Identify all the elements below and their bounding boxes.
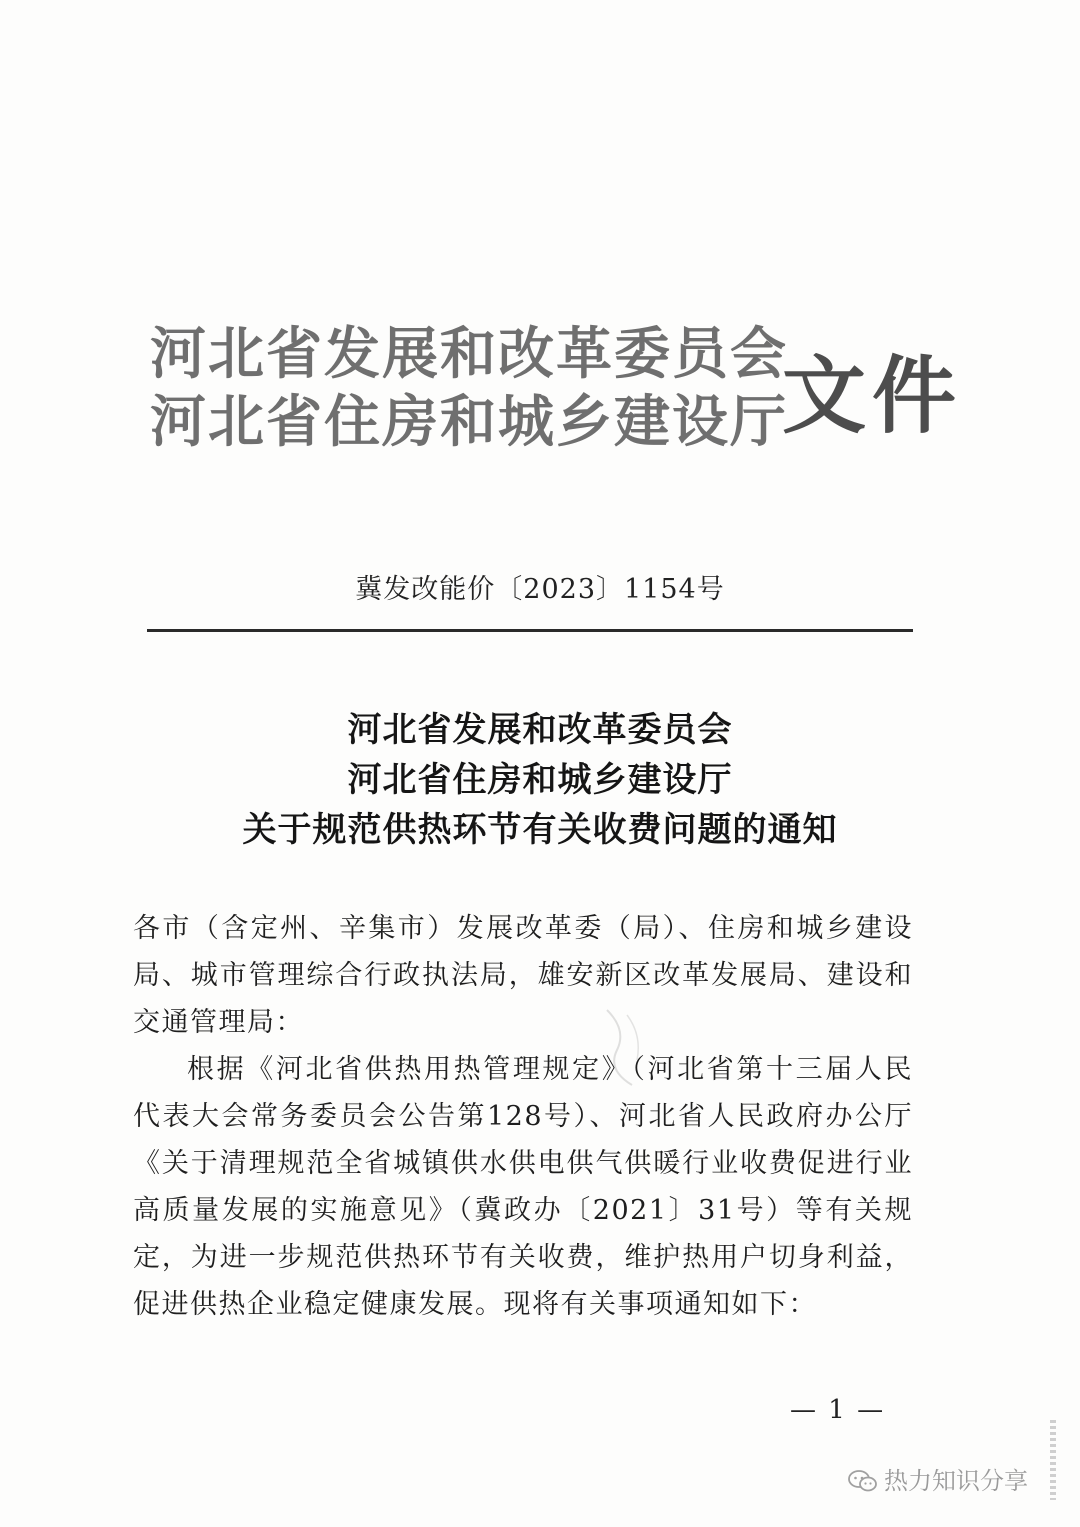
document-mark: 文件 — [782, 346, 963, 445]
red-header — [150, 318, 963, 458]
notice-title — [0, 705, 1080, 855]
title-line-3: 关于规范供热环节有关收费问题的通知 — [242, 810, 838, 850]
wechat-icon — [848, 1469, 878, 1493]
watermark-text: 热力知识分享 — [884, 1467, 1028, 1495]
paragraph-1: 根据《河北省供热用热管理规定》（河北省第十三届人民代表大会常务委员会公告第128号）、河北省人民政府办公厅《关于清理规范全省城镇供水供电供气供暖行业收费促进行业高质量发展的实施意见》（冀政办〔2021〕31号）等有关规定，为进一步规范供热环节有关收费，维护热用户切身利益，促进供热企业稳定健康发展。现将有关事项通知如下： — [133, 1054, 913, 1320]
issuer-line-2: 河北省住房和城乡建设厅 — [150, 389, 788, 455]
document-number: 冀发改能价〔2023〕1154号 — [355, 574, 725, 605]
title-line-2: 河北省住房和城乡建设厅 — [347, 760, 733, 800]
scan-artifact — [597, 1000, 657, 1090]
header-divider — [147, 629, 913, 632]
page-number: — 1 — — [790, 1395, 886, 1425]
addressee: 各市（含定州、辛集市）发展改革委（局）、住房和城乡建设局、城市管理综合行政执法局，雄安新区改革发展局、建设和交通管理局： — [133, 913, 913, 1038]
title-line-1: 河北省发展和改革委员会 — [347, 710, 733, 750]
issuer-line-1: 河北省发展和改革委员会 — [150, 321, 788, 387]
scan-edge-mark — [1050, 1420, 1056, 1500]
notice-body — [133, 905, 913, 1328]
watermark — [848, 1465, 1028, 1497]
